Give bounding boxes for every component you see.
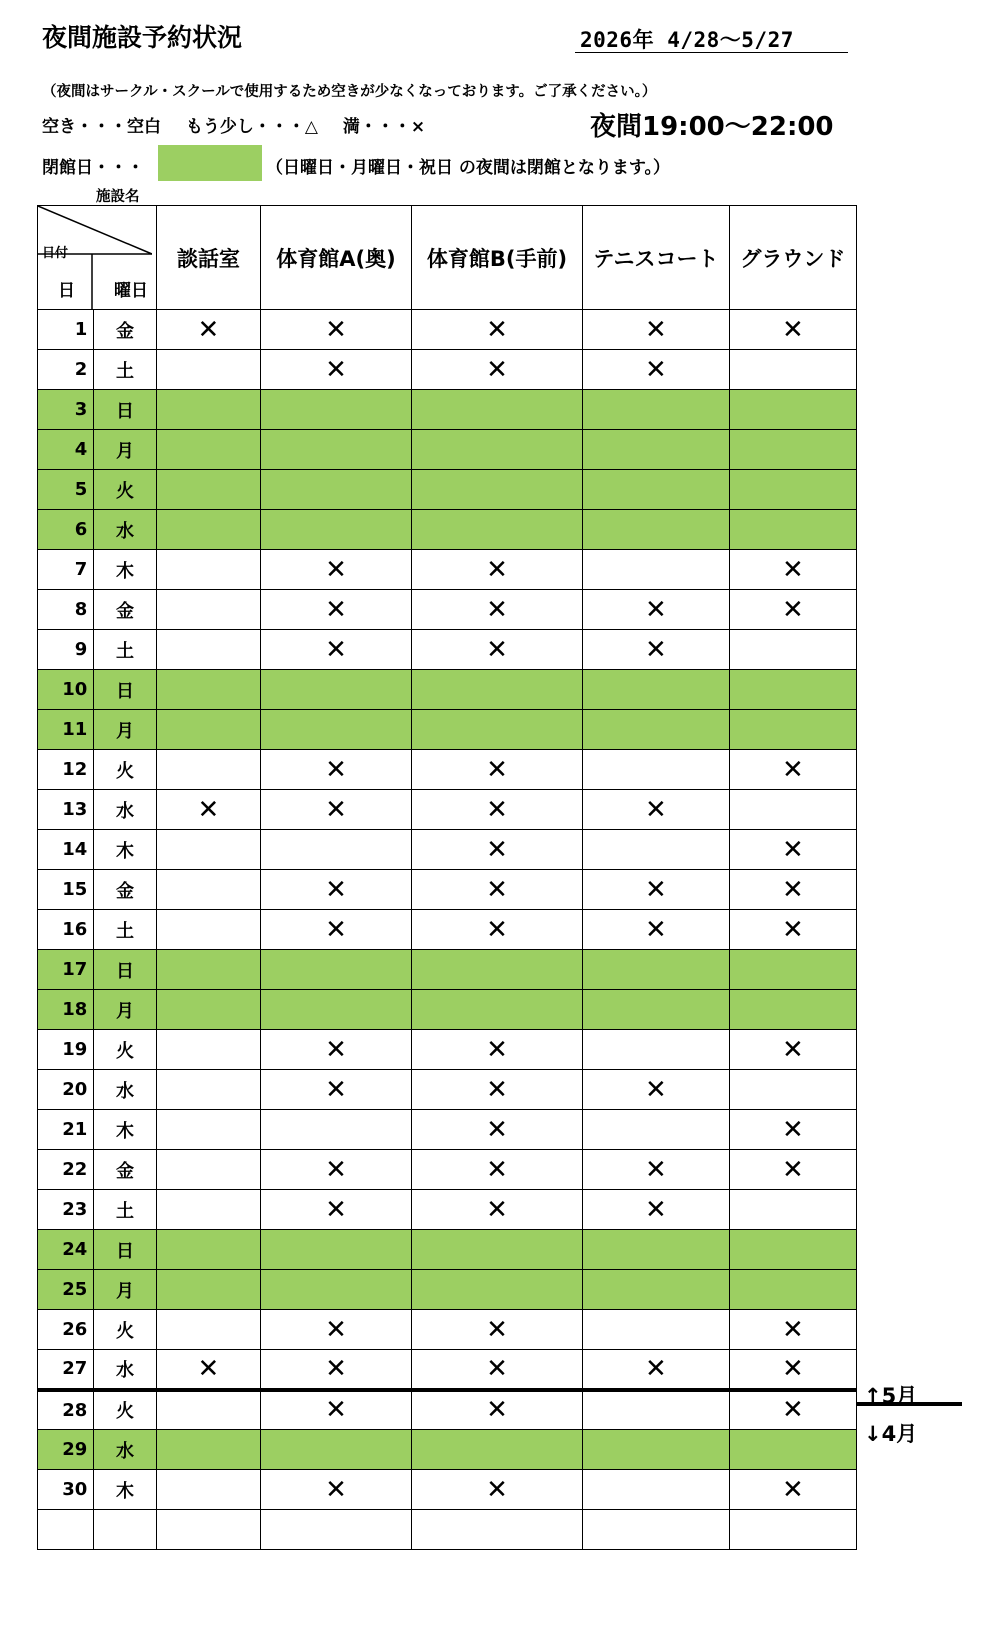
availability-cell: ✕: [412, 910, 583, 950]
table-row: [38, 390, 857, 430]
table-row: [38, 1430, 857, 1470]
day-cell: 12: [38, 750, 94, 790]
availability-cell: [582, 510, 729, 550]
availability-cell: [582, 550, 729, 590]
weekday-cell: 土: [94, 1190, 157, 1230]
availability-cell: [260, 670, 411, 710]
weekday-cell: 月: [94, 1270, 157, 1310]
availability-cell: [156, 670, 260, 710]
weekday-cell: 火: [94, 1390, 157, 1430]
availability-cell: [729, 1270, 856, 1310]
availability-cell: ✕: [582, 870, 729, 910]
closed-day-note: （日曜日・月曜日・祝日 の夜間は閉館となります。）: [266, 158, 671, 178]
availability-cell: ✕: [582, 590, 729, 630]
availability-cell: [412, 670, 583, 710]
availability-cell: [582, 1470, 729, 1510]
availability-cell: [412, 430, 583, 470]
table-row: [38, 590, 857, 630]
availability-cell: [729, 1430, 856, 1470]
availability-cell: [412, 990, 583, 1030]
table-row: [38, 910, 857, 950]
usage-note: （夜間はサークル・スクールで使用するため空きが少なくなっております。ご了承ください。）: [42, 84, 657, 100]
availability-cell: ✕: [260, 1390, 411, 1430]
weekday-cell: 水: [94, 510, 157, 550]
availability-cell: [260, 390, 411, 430]
availability-cell: [729, 790, 856, 830]
table-header-row: [38, 206, 857, 310]
availability-cell: [582, 990, 729, 1030]
availability-cell: [412, 710, 583, 750]
availability-cell: [156, 470, 260, 510]
weekday-cell: 木: [94, 830, 157, 870]
availability-cell: ✕: [729, 1110, 856, 1150]
date-range-underline: [575, 52, 848, 53]
availability-cell: ✕: [260, 910, 411, 950]
availability-cell: ✕: [412, 350, 583, 390]
weekday-cell: 日: [94, 670, 157, 710]
availability-cell: [260, 950, 411, 990]
day-cell: 26: [38, 1310, 94, 1350]
day-cell: 29: [38, 1430, 94, 1470]
weekday-cell: [94, 1510, 157, 1550]
day-cell: 30: [38, 1470, 94, 1510]
availability-cell: [156, 870, 260, 910]
availability-cell: ✕: [412, 310, 583, 350]
weekday-cell: 金: [94, 1150, 157, 1190]
table-row: [38, 470, 857, 510]
day-cell: 16: [38, 910, 94, 950]
table-row: [38, 1470, 857, 1510]
day-cell: 22: [38, 1150, 94, 1190]
availability-cell: [729, 1190, 856, 1230]
availability-cell: ✕: [260, 590, 411, 630]
facility-name-label: 施設名: [96, 189, 140, 205]
weekday-cell: 水: [94, 790, 157, 830]
day-cell: [38, 1510, 94, 1550]
weekday-cell: 金: [94, 590, 157, 630]
availability-cell: [260, 1110, 411, 1150]
day-cell: 14: [38, 830, 94, 870]
availability-cell: [729, 390, 856, 430]
table-row: [38, 630, 857, 670]
availability-cell: [412, 470, 583, 510]
availability-cell: ✕: [260, 550, 411, 590]
facility-header: テニスコート: [582, 206, 729, 310]
day-cell: 9: [38, 630, 94, 670]
table-row: [38, 1230, 857, 1270]
availability-cell: [582, 750, 729, 790]
availability-cell: ✕: [729, 1350, 856, 1390]
availability-cell: ✕: [582, 310, 729, 350]
table-row: [38, 510, 857, 550]
availability-cell: [582, 1230, 729, 1270]
table-row: [38, 1510, 857, 1550]
availability-cell: ✕: [729, 1470, 856, 1510]
day-cell: 28: [38, 1390, 94, 1430]
availability-cell: [582, 1110, 729, 1150]
availability-cell: [260, 1270, 411, 1310]
availability-cell: [582, 1390, 729, 1430]
table-row: [38, 990, 857, 1030]
availability-cell: ✕: [156, 310, 260, 350]
availability-cell: ✕: [412, 630, 583, 670]
day-cell: 6: [38, 510, 94, 550]
availability-cell: [412, 1270, 583, 1310]
availability-cell: [260, 510, 411, 550]
availability-cell: [156, 1470, 260, 1510]
availability-cell: [412, 1230, 583, 1270]
night-hours: 夜間19:00～22:00: [590, 112, 834, 142]
availability-cell: [582, 1310, 729, 1350]
closed-day-label: 閉館日・・・: [42, 158, 144, 178]
availability-cell: [729, 990, 856, 1030]
availability-cell: [582, 710, 729, 750]
availability-legend: 空き・・・空白 もう少し・・・△ 満・・・×: [42, 117, 426, 137]
availability-cell: [582, 1030, 729, 1070]
day-cell: 18: [38, 990, 94, 1030]
table-row: [38, 1390, 857, 1430]
availability-cell: ✕: [729, 1390, 856, 1430]
availability-cell: [156, 550, 260, 590]
availability-cell: [729, 510, 856, 550]
availability-cell: ✕: [412, 550, 583, 590]
availability-cell: ✕: [729, 590, 856, 630]
availability-cell: [156, 950, 260, 990]
day-cell: 15: [38, 870, 94, 910]
weekday-cell: 土: [94, 910, 157, 950]
availability-cell: [260, 710, 411, 750]
availability-cell: ✕: [412, 1150, 583, 1190]
availability-cell: [156, 1430, 260, 1470]
availability-cell: [156, 1390, 260, 1430]
weekday-cell: 月: [94, 990, 157, 1030]
availability-cell: [156, 1030, 260, 1070]
availability-cell: [156, 1270, 260, 1310]
weekday-cell: 火: [94, 750, 157, 790]
availability-cell: ✕: [260, 750, 411, 790]
availability-cell: ✕: [729, 550, 856, 590]
day-cell: 2: [38, 350, 94, 390]
availability-cell: ✕: [260, 1150, 411, 1190]
availability-cell: [156, 830, 260, 870]
date-header-label: 日付: [42, 246, 69, 261]
facility-header: グラウンド: [729, 206, 856, 310]
day-cell: 13: [38, 790, 94, 830]
day-cell: 7: [38, 550, 94, 590]
weekday-cell: 日: [94, 950, 157, 990]
table-row: [38, 1110, 857, 1150]
availability-cell: [156, 1310, 260, 1350]
day-cell: 17: [38, 950, 94, 990]
day-cell: 24: [38, 1230, 94, 1270]
availability-cell: ✕: [260, 790, 411, 830]
availability-cell: [729, 1510, 856, 1550]
availability-cell: ✕: [412, 1070, 583, 1110]
day-cell: 23: [38, 1190, 94, 1230]
availability-cell: [729, 710, 856, 750]
availability-cell: ✕: [412, 1110, 583, 1150]
availability-cell: ✕: [729, 310, 856, 350]
availability-cell: [156, 1190, 260, 1230]
availability-cell: ✕: [260, 630, 411, 670]
day-cell: 25: [38, 1270, 94, 1310]
day-cell: 21: [38, 1110, 94, 1150]
table-row: [38, 310, 857, 350]
table-row: [38, 1350, 857, 1390]
date-range: 2026年 4/28～5/27: [580, 28, 794, 52]
weekday-cell: 金: [94, 310, 157, 350]
availability-cell: [156, 630, 260, 670]
availability-cell: ✕: [156, 790, 260, 830]
table-row: [38, 670, 857, 710]
availability-cell: ✕: [412, 830, 583, 870]
availability-cell: ✕: [412, 870, 583, 910]
weekday-cell: 木: [94, 1110, 157, 1150]
availability-cell: [156, 910, 260, 950]
availability-cell: [582, 950, 729, 990]
availability-cell: ✕: [156, 1350, 260, 1390]
date-header-cell: [38, 206, 157, 310]
weekday-column-header: 曜日: [114, 281, 148, 301]
availability-cell: [156, 390, 260, 430]
availability-cell: ✕: [582, 630, 729, 670]
weekday-cell: 土: [94, 630, 157, 670]
availability-cell: [260, 830, 411, 870]
availability-cell: ✕: [582, 790, 729, 830]
table-row: [38, 1070, 857, 1110]
table-row: [38, 830, 857, 870]
table-row: [38, 950, 857, 990]
availability-cell: [729, 670, 856, 710]
availability-cell: [156, 1110, 260, 1150]
day-cell: 20: [38, 1070, 94, 1110]
availability-cell: ✕: [412, 1350, 583, 1390]
day-cell: 10: [38, 670, 94, 710]
weekday-cell: 月: [94, 430, 157, 470]
weekday-cell: 火: [94, 1030, 157, 1070]
weekday-cell: 金: [94, 870, 157, 910]
availability-cell: ✕: [260, 1070, 411, 1110]
table-row: [38, 870, 857, 910]
weekday-cell: 水: [94, 1350, 157, 1390]
day-cell: 19: [38, 1030, 94, 1070]
availability-cell: ✕: [412, 1030, 583, 1070]
reservation-table: [37, 205, 857, 1589]
availability-cell: [260, 1230, 411, 1270]
weekday-cell: 火: [94, 1310, 157, 1350]
availability-cell: [156, 1070, 260, 1110]
availability-cell: [156, 750, 260, 790]
day-cell: 8: [38, 590, 94, 630]
availability-cell: [156, 350, 260, 390]
availability-cell: [729, 1070, 856, 1110]
table-row: [38, 710, 857, 750]
availability-cell: [582, 1270, 729, 1310]
availability-cell: [729, 470, 856, 510]
weekday-cell: 火: [94, 470, 157, 510]
availability-cell: [156, 1230, 260, 1270]
availability-cell: [260, 430, 411, 470]
availability-cell: ✕: [729, 1150, 856, 1190]
availability-cell: [582, 430, 729, 470]
day-cell: 3: [38, 390, 94, 430]
availability-cell: [729, 1230, 856, 1270]
availability-cell: [156, 590, 260, 630]
april-marker: ↓4月: [864, 1422, 918, 1446]
availability-cell: ✕: [260, 1030, 411, 1070]
facility-header: 体育館A(奥): [260, 206, 411, 310]
table-row: [38, 790, 857, 830]
weekday-cell: 木: [94, 1470, 157, 1510]
availability-cell: ✕: [260, 310, 411, 350]
availability-cell: ✕: [412, 790, 583, 830]
table-row: [38, 430, 857, 470]
availability-cell: [729, 430, 856, 470]
page-title: 夜間施設予約状況: [42, 23, 243, 52]
availability-cell: [260, 1430, 411, 1470]
availability-cell: ✕: [260, 1350, 411, 1390]
weekday-cell: 水: [94, 1430, 157, 1470]
availability-cell: [582, 470, 729, 510]
availability-cell: ✕: [582, 1350, 729, 1390]
availability-cell: ✕: [582, 1190, 729, 1230]
table-row: [38, 750, 857, 790]
availability-cell: [582, 670, 729, 710]
closed-day-swatch: [158, 145, 262, 181]
availability-cell: [729, 950, 856, 990]
day-cell: 5: [38, 470, 94, 510]
availability-cell: ✕: [729, 870, 856, 910]
day-column-header: 日: [58, 281, 75, 301]
availability-cell: ✕: [729, 750, 856, 790]
weekday-cell: 月: [94, 710, 157, 750]
weekday-cell: 土: [94, 350, 157, 390]
availability-cell: [260, 1510, 411, 1550]
availability-cell: [412, 1510, 583, 1550]
may-marker: ↑5月: [864, 1384, 918, 1408]
table-row: [38, 1270, 857, 1310]
availability-cell: ✕: [729, 1310, 856, 1350]
table-row: [38, 1310, 857, 1350]
table-row: [38, 350, 857, 390]
availability-cell: [260, 470, 411, 510]
availability-cell: ✕: [412, 590, 583, 630]
availability-cell: [260, 990, 411, 1030]
availability-cell: ✕: [729, 830, 856, 870]
availability-cell: [412, 950, 583, 990]
facility-header: 体育館B(手前): [412, 206, 583, 310]
availability-cell: [412, 1430, 583, 1470]
availability-cell: ✕: [412, 1470, 583, 1510]
table-row: [38, 1030, 857, 1070]
day-cell: 4: [38, 430, 94, 470]
availability-cell: [156, 430, 260, 470]
availability-cell: ✕: [412, 1390, 583, 1430]
availability-cell: [729, 350, 856, 390]
availability-cell: ✕: [412, 1190, 583, 1230]
availability-cell: [582, 830, 729, 870]
availability-cell: ✕: [412, 750, 583, 790]
availability-cell: [582, 1510, 729, 1550]
availability-cell: [156, 710, 260, 750]
availability-cell: ✕: [260, 1470, 411, 1510]
weekday-cell: 水: [94, 1070, 157, 1110]
availability-cell: [156, 1150, 260, 1190]
day-cell: 1: [38, 310, 94, 350]
availability-cell: [582, 390, 729, 430]
availability-cell: [582, 1430, 729, 1470]
availability-cell: [729, 630, 856, 670]
day-cell: 27: [38, 1350, 94, 1390]
availability-cell: ✕: [412, 1310, 583, 1350]
availability-cell: ✕: [582, 1150, 729, 1190]
availability-cell: ✕: [260, 1190, 411, 1230]
availability-cell: ✕: [582, 910, 729, 950]
table-body: [38, 310, 857, 1550]
weekday-cell: 日: [94, 1230, 157, 1270]
availability-cell: [156, 510, 260, 550]
table-row: [38, 1190, 857, 1230]
availability-cell: ✕: [582, 350, 729, 390]
availability-cell: ✕: [260, 1310, 411, 1350]
weekday-cell: 日: [94, 390, 157, 430]
day-cell: 11: [38, 710, 94, 750]
availability-cell: ✕: [582, 1070, 729, 1110]
availability-cell: [412, 390, 583, 430]
availability-cell: ✕: [260, 350, 411, 390]
table-row: [38, 1150, 857, 1190]
facility-header: 談話室: [156, 206, 260, 310]
table-row: [38, 550, 857, 590]
availability-cell: ✕: [729, 1030, 856, 1070]
availability-cell: ✕: [729, 910, 856, 950]
availability-cell: [412, 510, 583, 550]
availability-cell: [156, 990, 260, 1030]
weekday-cell: 木: [94, 550, 157, 590]
availability-cell: ✕: [260, 870, 411, 910]
availability-cell: [156, 1510, 260, 1550]
